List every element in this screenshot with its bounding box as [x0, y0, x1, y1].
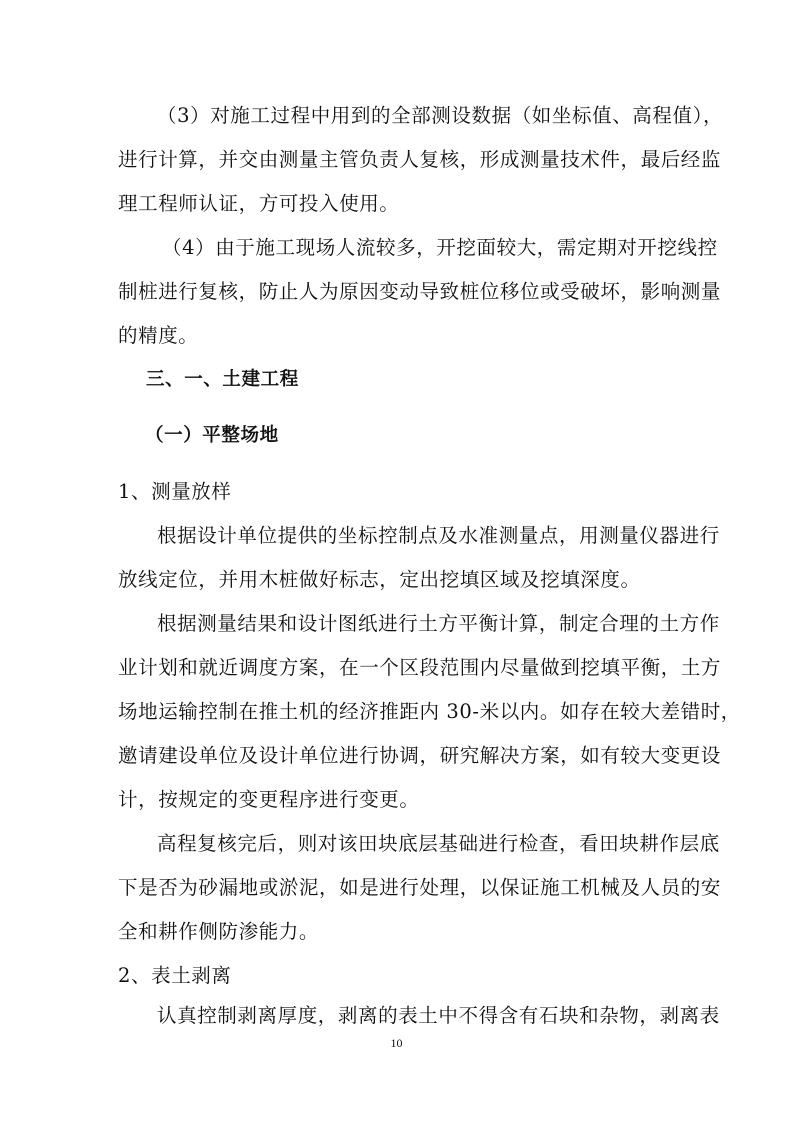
item-1-para-2-line-2: 业计划和就近调度方案，在一个区段范围内尽量做到挖填平衡，土方 [118, 656, 722, 679]
paragraph-4-line-1: （4）由于施工现场人流较多，开挖面较大，需定期对开挖线控 [162, 236, 718, 259]
section-heading: 三、一、土建工程 [146, 369, 299, 390]
item-1-para-1-line-1: 根据设计单位提供的坐标控制点及水准测量点，用测量仪器进行 [157, 524, 720, 547]
item-2-para-1-line-1: 认真控制剥离厚度，剥离的表土中不得含有石块和杂物，剥离表 [157, 1004, 720, 1027]
paragraph-4-line-3: 的精度。 [118, 324, 199, 347]
item-1-title: 1、测量放样 [118, 480, 232, 503]
item-1-para-2-line-5: 计，按规定的变更程序进行变更。 [118, 788, 420, 811]
item-1-para-1-line-2: 放线定位，并用木桩做好标志，定出挖填区域及挖填深度。 [118, 568, 641, 591]
item-1-para-3-line-1: 高程复核完后，则对该田块底层基础进行检查，看田块耕作层底 [157, 832, 720, 855]
item-1-para-2-line-1: 根据测量结果和设计图纸进行土方平衡计算，制定合理的土方作 [157, 612, 720, 635]
paragraph-3-line-2: 进行计算，并交由测量主管负责人复核，形成测量技术件，最后经监 [118, 148, 722, 171]
paragraph-3-line-3: 理工程师认证，方可投入使用。 [118, 192, 400, 215]
paragraph-3-line-1: （3）对施工过程中用到的全部测设数据（如坐标值、高程值）， [157, 104, 724, 127]
item-2-title: 2、表土剥离 [118, 964, 232, 987]
item-1-para-3-line-3: 全和耕作侧防渗能力。 [118, 920, 320, 943]
item-1-para-2-line-3: 场地运输控制在推土机的经济推距内 30-米以内。如存在较大差错时， [118, 700, 741, 723]
subsection-heading: （一）平整场地 [145, 425, 279, 446]
item-1-para-3-line-2: 下是否为砂漏地或淤泥，如是进行处理，以保证施工机械及人员的安 [118, 876, 722, 899]
item-1-para-2-line-4: 邀请建设单位及设计单位进行协调，研究解决方案，如有较大变更设 [118, 744, 722, 767]
page-number: 10 [390, 1036, 403, 1050]
paragraph-4-line-2: 制桩进行复核，防止人为原因变动导致桩位移位或受破坏，影响测量 [118, 280, 722, 303]
